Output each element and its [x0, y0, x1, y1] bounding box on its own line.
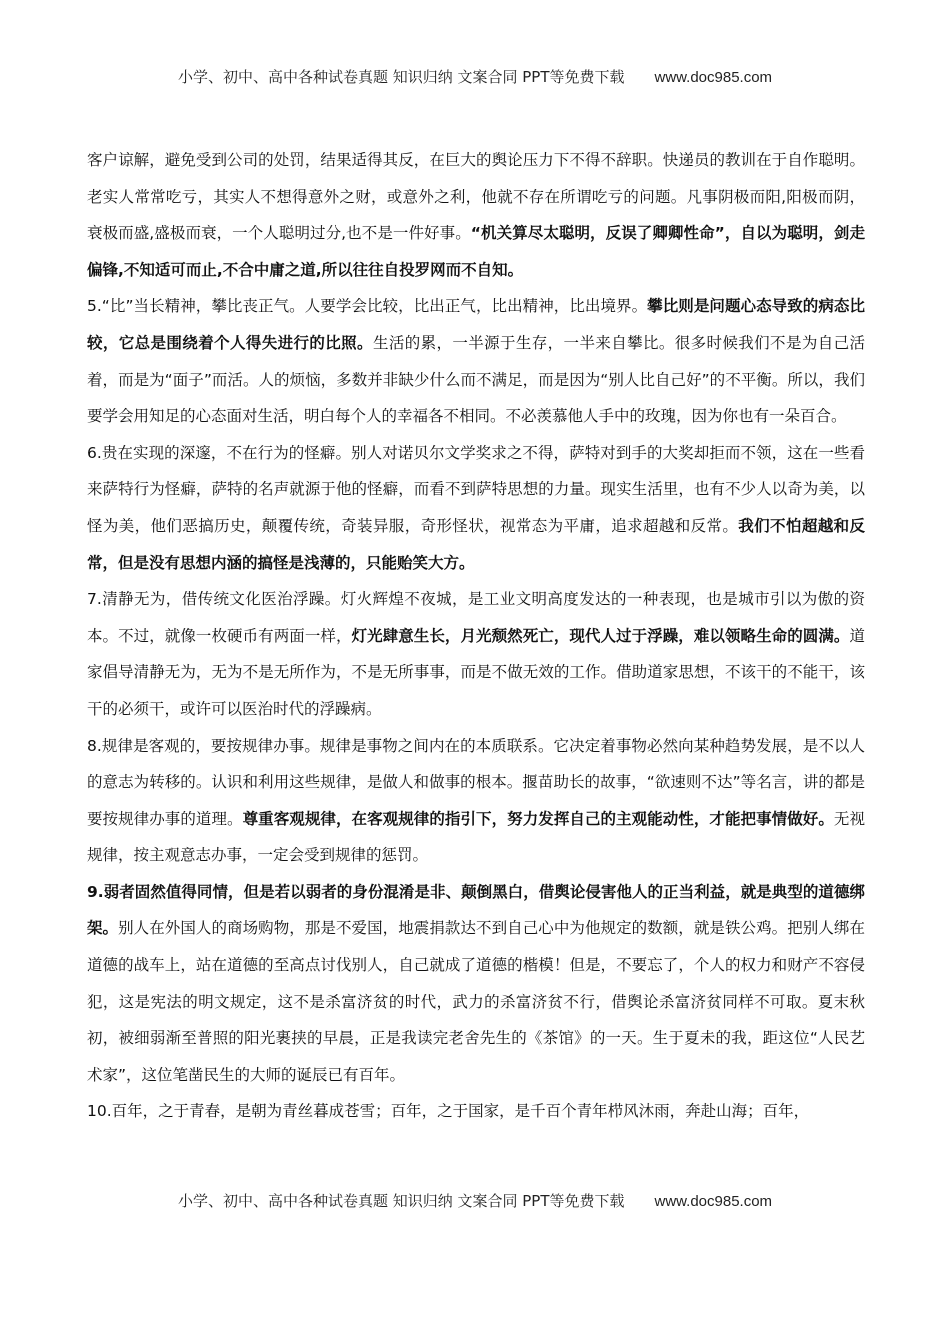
paragraph-text: 生活的累，一半源于生存，一半来自攀比。很多时候我们不是为自己活着，而是为“面子”而活。人的烦恼，多数并非缺少什么而不满足，而是因为“别人比自己好”的不平衡。所以，我们要学会用知足的心态面对生活，明白每个人的幸福各不相同。不必羡慕他人手中的玫瑰，因为你也有一朵百合。 [87, 333, 865, 426]
paragraph-text: 7.清静无为，借传统文化医治浮躁。灯火辉煌不夜城，是工业文明高度发达的一种表现，也是城市引以为傲的资本。不过，就像一枚硬币有两面一样， [87, 590, 865, 645]
paragraph-item-7 [87, 581, 865, 727]
paragraph-text: 客户谅解，避免受到公司的处罚，结果适得其反，在巨大的舆论压力下不得不辞职。快递员的教训在于自作聪明。老实人常常吃亏，其实人不想得意外之财，或意外之利，他就不存在所谓吃亏的问题。凡事阴极而阳,阳极而阴，衰极而盛,盛极而衰，一个人聪明过分,也不是一件好事。 [87, 151, 865, 243]
paragraph-text: 8.规律是客观的，要按规律办事。规律是事物之间内在的本质联系。它决定着事物必然向某种趋势发展，是不以人的意志为转移的。认识和利用这些规律，是做人和做事的根本。揠苗助长的故事，“欲速则不达”等名言，讲的都是要按规律办事的道理。 [87, 736, 865, 828]
page-footer [0, 1190, 950, 1211]
paragraph-item-6 [87, 435, 865, 581]
paragraph-bold-text: 攀比则是问题心态导致的病态比较，它总是围绕着个人得失进行的比照。 [87, 297, 865, 352]
header-text: 小学、初中、高中各种试卷真题 知识归纳 文案合同 PPT等免费下载 [177, 68, 625, 86]
footer-site-link[interactable]: www.doc985.com [654, 1193, 773, 1210]
paragraph-bold-text: 9.弱者固然值得同情，但是若以弱者的身份混淆是非、颠倒黑白，借舆论侵害他人的正当利益，就是典型的道德绑架。 [87, 882, 865, 938]
paragraph-text: 别人在外国人的商场购物，那是不爱国，地震捐款达不到自己心中为他规定的数额，就是铁公鸡。把别人绑在道德的战车上，站在道德的至高点讨伐别人，自己就成了道德的楷模！但是，不要忘了，个人的权力和财产不容侵犯，这是宪法的明文规定，这不是杀富济贫的时代，武力的杀富济贫不行，借舆论杀富济贫同样不可取。夏末秋初，被细弱渐至普照的阳光裹挟的早晨，正是我读完老舍先生的《茶馆》的一天。生于夏未的我，距这位“人民艺术家”，这位笔凿民生的大师的诞辰已有百年。 [87, 919, 865, 1084]
paragraph-item-10 [87, 1093, 865, 1130]
paragraph-text: 5.“比”当长精神，攀比丧正气。人要学会比较，比出正气，比出精神，比出境界。 [87, 297, 648, 316]
paragraph-continued [87, 142, 865, 288]
document-body [87, 142, 865, 1130]
paragraph-item-8 [87, 728, 865, 874]
paragraph-bold-text: 我们不怕超越和反常，但是没有思想内涵的搞怪是浅薄的，只能贻笑大方。 [87, 516, 865, 572]
paragraph-bold-text: 灯光肆意生长，月光颓然死亡，现代人过于浮躁，难以领略生命的圆满。 [351, 626, 850, 645]
header-site-link[interactable]: www.doc985.com [654, 69, 773, 86]
paragraph-bold-text: “机关算尽太聪明，反误了卿卿性命”，自以为聪明，剑走偏锋,不知适可而止,不合中庸之道,所以往往自投罗网而不自知。 [87, 224, 865, 279]
paragraph-item-9 [87, 874, 865, 1094]
paragraph-text: 无视规律，按主观意志办事，一定会受到规律的惩罚。 [87, 809, 865, 865]
paragraph-text: 6.贵在实现的深邃，不在行为的怪癖。别人对诺贝尔文学奖求之不得，萨特对到手的大奖却拒而不领，这在一些看来萨特行为怪癖，萨特的名声就源于他的怪癖，而看不到萨特思想的力量。现实生活里，也有不少人以奇为美，以怪为美，他们恶搞历史，颠覆传统，奇装异服，奇形怪状，视常态为平庸，追求超越和反常。 [87, 443, 865, 535]
footer-text: 小学、初中、高中各种试卷真题 知识归纳 文案合同 PPT等免费下载 [177, 1192, 625, 1210]
paragraph-bold-text: 尊重客观规律，在客观规律的指引下，努力发挥自己的主观能动性，才能把事情做好。 [242, 809, 834, 828]
paragraph-text: 10.百年，之于青春，是朝为青丝暮成苍雪；百年，之于国家，是千百个青年栉风沐雨，奔赴山海；百年， [87, 1102, 810, 1121]
paragraph-text: 道家倡导清静无为，无为不是无所作为，不是无所事事，而是不做无效的工作。借助道家思想，不该干的不能干，该干的必须干，或许可以医治时代的浮躁病。 [87, 626, 865, 718]
paragraph-item-5 [87, 288, 865, 434]
page-header [0, 66, 950, 87]
